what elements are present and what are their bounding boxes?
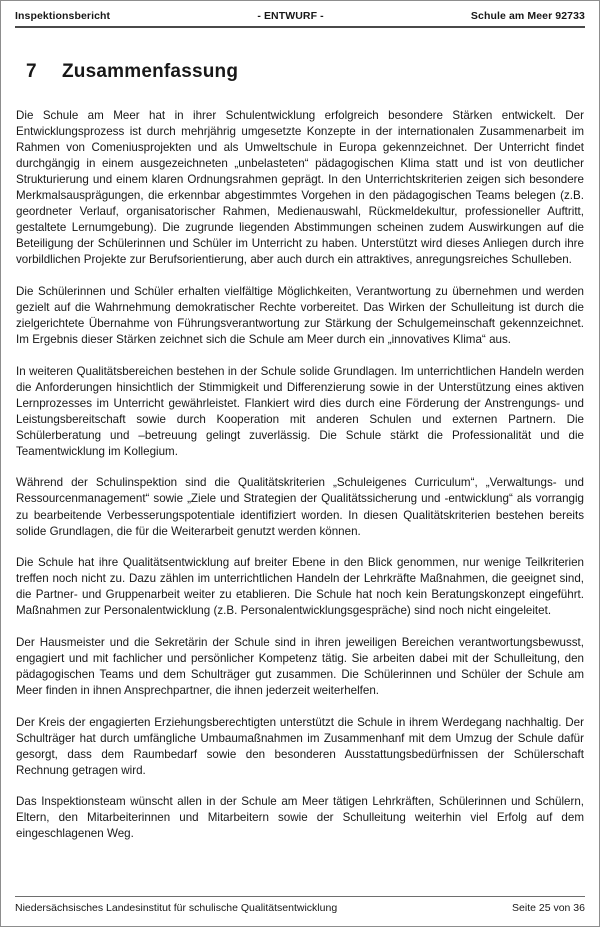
running-header: [15, 1, 585, 28]
header-report-title: Inspektionsbericht: [15, 10, 111, 22]
chapter-heading: [15, 61, 585, 83]
paragraph: Die Schule hat ihre Qualitätsentwicklung auf breiter Ebene in den Blick genommen, nur wenige Teilkriterien treffen noch nicht zu. Dazu zählen im unterrichtlichen Handeln der Lehrkräfte Maßnahmen, die geeignet sind, die Partner- und Gruppenarbeit weiter zu etablieren. Die Schule hat noch kein Beratungskonzept eingeführt. Maßnahmen zur Personalentwicklung (z.B. Personalentwicklungsgespräche) sind noch nicht eingeleitet.: [16, 556, 584, 618]
chapter-number: 7: [26, 61, 37, 82]
footer-page-number: Seite 25 von 36: [512, 902, 585, 914]
header-draft-marker: - ENTWURF -: [257, 10, 324, 22]
running-footer: [15, 896, 585, 914]
paragraph: Der Kreis der engagierten Erziehungsberechtigten unterstützt die Schule in ihrem Werdegang nachhaltig. Der Schulträger hat durch umfängliche Umbaumaßnahmen im Zusammenhanf mit dem Umzug der Schule dafür gesorgt, dass dem Raumbedarf sowie den besonderen Ausstattungsbedürfnissen der Schülerschaft Rechnung getragen wird.: [16, 715, 584, 777]
paragraph: In weiteren Qualitätsbereichen bestehen in der Schule solide Grundlagen. Im unterrichtlichen Handeln werden die Anforderungen hinsichtlich der Stimmigkeit und Differenzierung sowie in der Unterstützung eines aktiven Lernprozesses im Unterricht gewährleistet. Flankiert wird dies durch eine Förderung der Anstrengungs- und Leistungsbereitschaft sowie durch Kooperation mit anderen Schulen und externen Partnern. Die Schülerberatung und –betreuung gelingt zuverlässig. Die Schule stärkt die Professionalität und die Teamentwicklung im Kollegium.: [16, 364, 584, 458]
page-content-area: [1, 1, 599, 926]
paragraph: Das Inspektionsteam wünscht allen in der Schule am Meer tätigen Lehrkräften, Schülerinnen und Schülern, Eltern, den Mitarbeiterinnen und Mitarbeitern sowie der Schulleitung weiterhin viel Erfolg auf dem eingeschlagenen Weg.: [16, 795, 584, 841]
paragraph: Der Hausmeister und die Sekretärin der Schule sind in ihren jeweiligen Bereichen verantwortungsbewusst, engagiert und mit fachlicher und persönlicher Kompetenz tätig. Sie arbeiten dabei mit der Schulleitung, den pädagogischen Teams und dem Schulträger gut zusammen. Die Schülerinnen und Schüler der Schule am Meer finden in ihnen Ansprechpartner, die ihnen jederzeit weiterhelfen.: [16, 635, 584, 697]
body-text: [15, 108, 585, 842]
footer-institution: Niedersächsisches Landesinstitut für schulische Qualitätsentwicklung: [15, 902, 338, 914]
paragraph: Die Schule am Meer hat in ihrer Schulentwicklung erfolgreich besondere Stärken entwickelt. Der Entwicklungsprozess ist durch mehrjährig umgesetzte Konzepte in der internationalen Zusammenarbeit im Rahmen von Comeniusprojekten und als Umweltschule in Europa gekennzeichnet. Der Unterricht findet durchgängig in einem ausgezeichneten „unbelasteten“ pädagogischen Klima statt und ist von deutlicher Strukturierung und einem klaren Ordnungsrahmen geprägt. In den Unterrichtskriterien zeigen sich besondere Merkmalsausprägungen, die erkennbar abgestimmtes Vorgehen in den pädagogischen Teams belegen (z.B. geordneter Verlauf, organisatorischer Rahmen, Medienauswahl, Rückmeldekultur, professioneller Auftritt, gestaltete Lernumgebung). Die zugrunde liegenden Abstimmungen scheinen zudem Auswirkungen auf die Beteiligung der Schülerinnen und Schüler im Unterricht zu haben. Unterstützt wird dieses Anliegen durch ihre vorbildlichen Projekte zur Berufsorientierung, aber auch durch ein attraktives, anregungsreiches Schulleben.: [16, 109, 584, 267]
paragraph: Die Schülerinnen und Schüler erhalten vielfältige Möglichkeiten, Verantwortung zu übernehmen und werden gezielt auf die Wahrnehmung demokratischer Rechte vorbereitet. Das Wirken der Schulleitung ist durch die zielgerichtete Übernahme von Führungsverantwortung zur Stärkung der Schulgemeinschaft gekennzeichnet. Im Ergebnis dieser Stärken zeichnet sich die Schule am Meer durch ein „innovatives Klima“ aus.: [16, 284, 584, 347]
header-school-name: Schule am Meer 92733: [470, 10, 585, 22]
paragraph: Während der Schulinspektion sind die Qualitätskriterien „Schuleigenes Curriculum“, „Verwaltungs- und Ressourcenmanagement“ sowie „Ziele und Strategien der Qualitätssicherung und -entwicklung“ als vorrangig zu bearbeitende Verbesserungspotentiale identifiziert worden. In diesen Qualitätskriterien bestehen bereits solide Grundlagen, die für die Weiterarbeit genutzt werden können.: [16, 476, 584, 538]
page-title: Zusammenfassung: [62, 61, 239, 82]
